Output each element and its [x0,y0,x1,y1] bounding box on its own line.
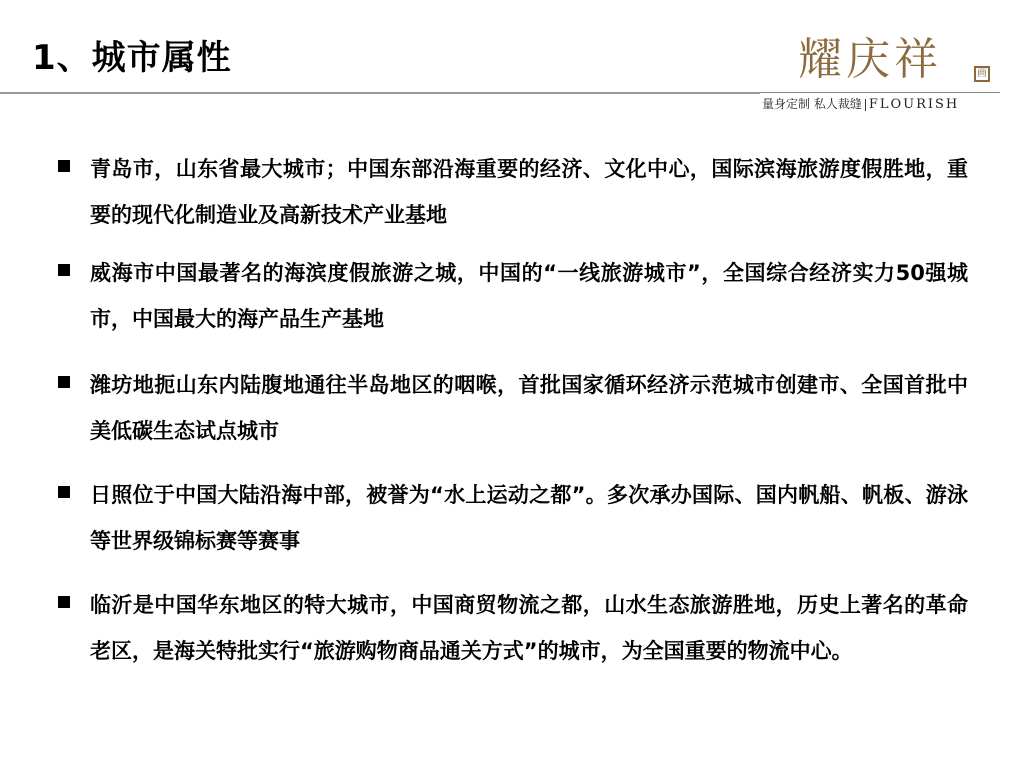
square-bullet-icon [58,160,70,172]
title-divider [0,92,760,94]
list-item [58,472,968,564]
logo-divider [760,92,1000,93]
bullet-text: 潍坊地扼山东内陆腹地通往半岛地区的咽喉，首批国家循环经济示范城市创建市、全国首批中美低碳生态试点城市 [90,373,968,443]
brand-logo [760,34,1010,118]
logo-separator [865,99,866,111]
square-bullet-icon [58,596,70,608]
slide-title: 1、城市属性 [32,38,232,78]
list-item [58,146,968,238]
logo-tagline-row [762,98,959,111]
bullet-text: 青岛市，山东省最大城市；中国东部沿海重要的经济、文化中心，国际滨海旅游度假胜地，重要的现代化制造业及高新技术产业基地 [90,157,968,227]
logo-tagline: 量身定制 私人裁缝 [762,97,862,111]
logo-seal-icon: 画 [974,66,990,82]
logo-name: 耀庆祥 [798,34,942,85]
square-bullet-icon [58,376,70,388]
bullet-text: 临沂是中国华东地区的特大城市，中国商贸物流之都，山水生态旅游胜地，历史上著名的革命老区，是海关特批实行“旅游购物商品通关方式”的城市，为全国重要的物流中心。 [90,593,968,663]
square-bullet-icon [58,486,70,498]
bullet-text: 威海市中国最著名的海滨度假旅游之城，中国的“一线旅游城市”，全国综合经济实力50强城市，中国最大的海产品生产基地 [90,261,968,331]
square-bullet-icon [58,264,70,276]
list-item [58,582,968,674]
list-item [58,362,968,454]
list-item [58,250,968,342]
bullet-text: 日照位于中国大陆沿海中部，被誉为“水上运动之都”。多次承办国际、国内帆船、帆板、游泳等世界级锦标赛等赛事 [90,483,968,553]
logo-brand: FLOURISH [868,97,960,112]
